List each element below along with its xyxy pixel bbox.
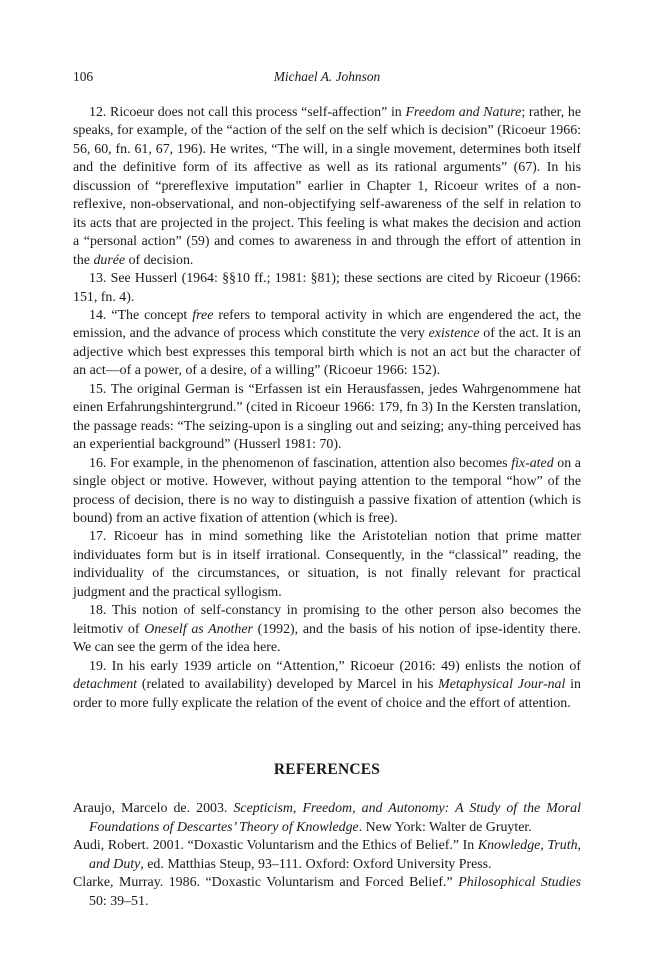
italic-run: Scepticism, Freedom, and Autonomy: A Study of the Moral Foundations of Descartes’ Theory of Knowledge <box>89 801 581 835</box>
text-run: 19. In his early 1939 article on “Attention,” Ricoeur (2016: 49) enlists the notion of <box>89 658 581 674</box>
reference-audi <box>73 837 581 874</box>
note-13 <box>73 270 581 307</box>
references-heading: REFERENCES <box>273 760 381 778</box>
references-list <box>73 800 581 911</box>
reference-clarke <box>73 874 581 911</box>
italic-run: Freedom and Nature <box>405 105 522 120</box>
italic-run: Knowledge, Truth, and Duty <box>89 838 581 872</box>
text-run: (related to availability) developed by Marcel in his <box>137 677 439 693</box>
text-run: 18. This notion of self-constancy in promising to the other person also becomes the leitmotiv of <box>73 603 581 637</box>
italic-run: durée <box>93 252 126 268</box>
text-run: refers to temporal activity in which are engendered the act, the emission, and the advance of process which constitute the very <box>73 307 581 342</box>
italic-run: existence <box>428 326 480 342</box>
reference-araujo <box>73 800 581 837</box>
italic-run: fix-ated <box>511 455 554 471</box>
text-run: 17. Ricoeur has in mind something like the Aristotelian notion that prime matter individuates form but is in itself irrational. Consequently, in the “classical” reading, the individuality of the circumstances, or situation, is not finally relevant for practical judgment and the practical syllogism. <box>73 529 581 600</box>
italic-run: detachment <box>73 677 138 693</box>
italic-run: Oneself as Another <box>144 621 253 637</box>
page <box>73 68 581 911</box>
endnotes <box>73 104 581 713</box>
text-run: 12. Ricoeur does not call this process “self-affection” in <box>89 105 406 120</box>
text-run: 13. See Husserl (1964: §§10 ff.; 1981: §81); these sections are cited by Ricoeur (1966: 151, fn. 4). <box>73 271 581 305</box>
running-title: Michael A. Johnson <box>273 69 381 84</box>
note-19 <box>73 658 581 713</box>
note-16 <box>73 455 581 529</box>
text-run: Clarke, Murray. 1986. “Doxastic Voluntarism and Forced Belief.” <box>73 875 459 891</box>
italic-run: Metaphysical Jour-nal <box>438 677 566 693</box>
note-17 <box>73 528 581 602</box>
text-run: ; rather, he speaks, for example, of the “action of the self on the self which is decision” (Ricoeur 1966: 56, 60, fn. 61, 67, 196). He writes, “The will, in a single movement, determines both itself and the definitive form of its affective as well as its rational arguments” (67). In his discussion of “prereflexive imputation” earlier in Chapter 1, Ricoeur writes of a non-reflexive, non-observational, and non-objectifying self-awareness of the self in relation to its acts that are projected in the project. This feeling is what makes the decision and action a “personal action” (59) and comes to awareness in and through the effort of attention in the <box>73 105 582 268</box>
text-run: of the act. It is an adjective which best expresses this temporal birth which is not an act but the character of an act—of a power, of a desire, of a willing” (Ricoeur 1966: 152). <box>73 326 582 379</box>
italic-run: Philosophical Studies <box>458 875 582 891</box>
note-15 <box>73 381 581 455</box>
text-run: on a single object or motive. However, without paying attention to the temporal “how” of the process of decision, there is no way to distinguish a passive fixation of attention (which is bound) from an active fixation of attention (which is free). <box>73 455 581 526</box>
text-run: , ed. Matthias Steup, 93–111. Oxford: Oxford University Press. <box>140 856 492 872</box>
text-run: Audi, Robert. 2001. “Doxastic Voluntarism and the Ethics of Belief.” In <box>73 838 478 854</box>
text-run: 15. The original German is “Erfassen ist ein Herausfassen, jedes Wahrgenommene hat einen Erfahrungshintergrund.” (cited in Ricoeur 1966: 179, fn 3) In the Kersten translation, the passage reads: “The seizing-upon is a singling out and seizing; any-thing perceived has an experiential background” (Husserl 1981: 70). <box>73 381 581 453</box>
note-12 <box>73 104 581 270</box>
text-run: of decision. <box>125 252 194 268</box>
text-run: . New York: Walter de Gruyter. <box>358 819 532 835</box>
note-14 <box>73 307 581 381</box>
page-number: 106 <box>73 69 94 84</box>
text-run: 50: 39–51. <box>89 893 149 909</box>
text-run: (1992), and the basis of his notion of ipse-identity there. We can see the germ of the idea here. <box>73 621 581 656</box>
italic-run: free <box>192 307 214 323</box>
text-run: in order to more fully explicate the relation of the event of choice and the effort of attention. <box>73 677 581 711</box>
text-run: 16. For example, in the phenomenon of fascination, attention also becomes <box>89 455 512 471</box>
running-head <box>73 68 581 87</box>
note-18 <box>73 602 581 657</box>
text-run: Araujo, Marcelo de. 2003. <box>73 801 234 817</box>
text-run: 14. “The concept <box>89 307 193 323</box>
